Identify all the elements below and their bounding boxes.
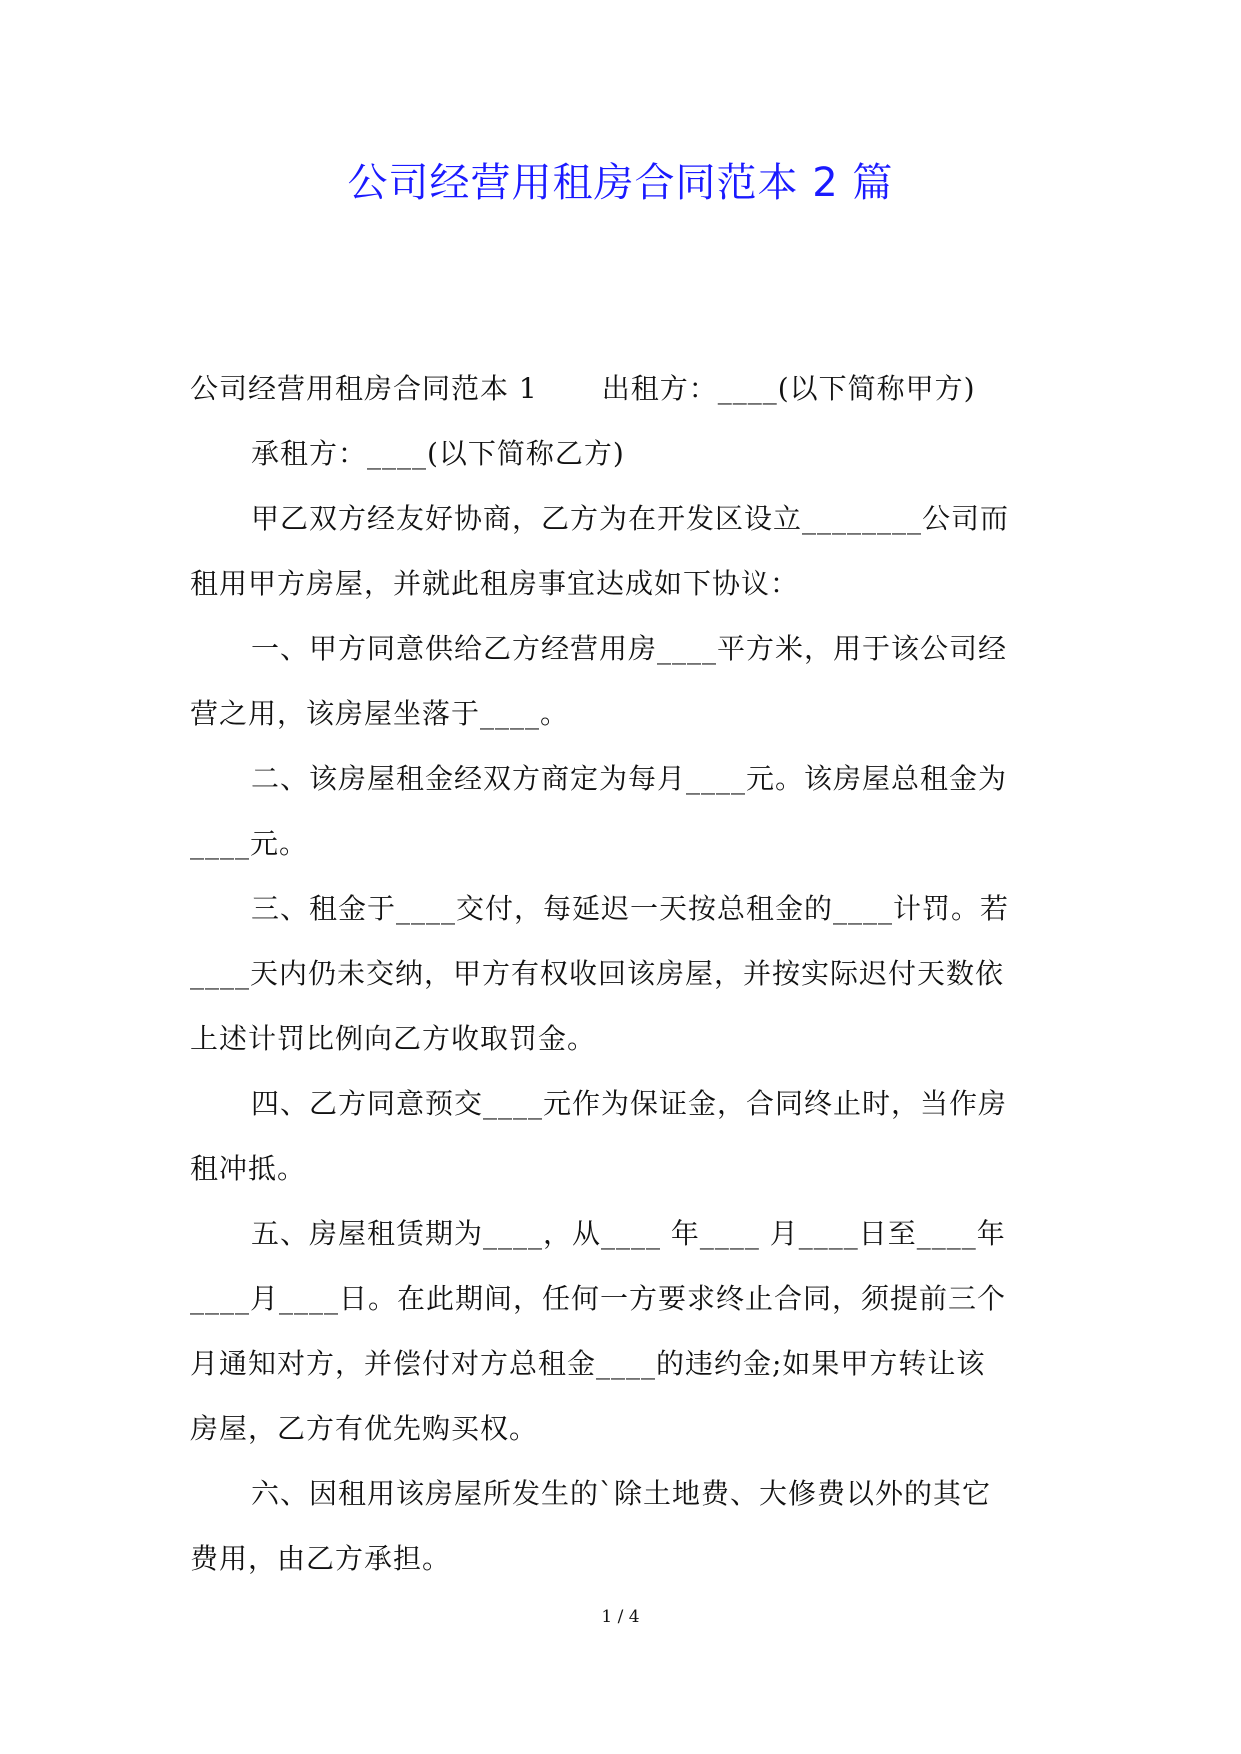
clause-5-line: ____月____日。在此期间，任何一方要求终止合同，须提前三个 <box>190 1282 1007 1315</box>
clause-2-line: ____元。 <box>190 827 309 860</box>
clause-1-line: 一、甲方同意供给乙方经营用房____平方米，用于该公司经 <box>251 632 1008 665</box>
clause-3-line: 上述计罚比例向乙方收取罚金。 <box>190 1022 597 1055</box>
paragraph-line: 租用甲方房屋，并就此租房事宜达成如下协议： <box>190 567 800 600</box>
clause-3-line: ____天内仍未交纳，甲方有权收回该房屋，并按实际迟付天数依 <box>190 957 1005 990</box>
clause-5-line: 月通知对方，并偿付对方总租金____的违约金;如果甲方转让该 <box>190 1347 986 1380</box>
page-number: 1 / 4 <box>601 1607 640 1627</box>
paragraph-line: 甲乙双方经友好协商，乙方为在开发区设立________公司而 <box>251 502 1010 535</box>
clause-6-line: 六、因租用该房屋所发生的`除土地费、大修费以外的其它 <box>251 1477 992 1510</box>
lessor-line: 出租方：____(以下简称甲方) <box>601 372 976 405</box>
document-body <box>190 356 1060 1591</box>
clause-4-line: 四、乙方同意预交____元作为保证金，合同终止时，当作房 <box>251 1087 1008 1120</box>
document-title: 公司经营用租房合同范本 2 篇 <box>347 160 894 206</box>
clause-1-line: 营之用，该房屋坐落于____。 <box>190 697 570 730</box>
clause-5-line: 房屋，乙方有优先购买权。 <box>190 1412 539 1445</box>
clause-2-line: 二、该房屋租金经双方商定为每月____元。该房屋总租金为 <box>251 762 1008 795</box>
clause-6-line: 费用，由乙方承担。 <box>190 1542 452 1575</box>
lessee-line: 承租方：____(以下简称乙方) <box>251 437 625 470</box>
clause-5-line: 五、房屋租赁期为____，从____ 年____ 月____日至____年 <box>251 1217 1006 1250</box>
clause-3-line: 三、租金于____交付，每延迟一天按总租金的____计罚。若 <box>251 892 1010 925</box>
contract-heading: 公司经营用租房合同范本 1 <box>190 372 538 405</box>
paragraph-line <box>190 356 1060 421</box>
clause-4-line: 租冲抵。 <box>190 1152 307 1185</box>
